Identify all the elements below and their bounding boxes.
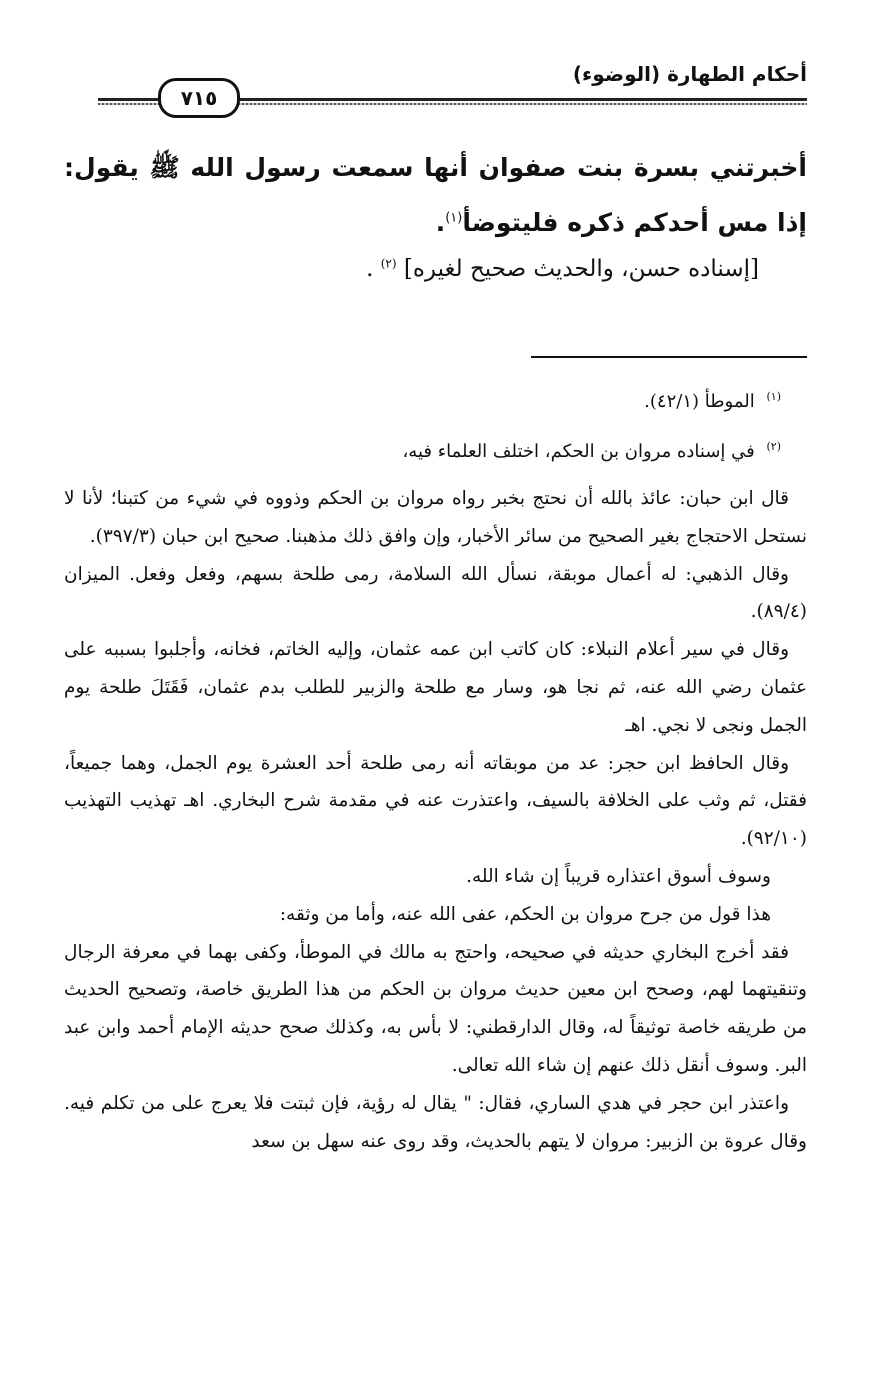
page-number-badge: ٧١٥ xyxy=(158,78,240,118)
footnote-1 xyxy=(644,390,781,412)
footnote-2-text: في إسناده مروان بن الحكم، اختلف العلماء فيه، xyxy=(402,441,755,462)
footnote-2-marker: (٢) xyxy=(766,440,781,453)
note-paragraph: فقد أخرج البخاري حديثه في صحيحه، واحتج به مالك في الموطأ، وكفى بهما في معرفة الرجال وتنقيتهما لهم، وصحح ابن معين حديث مروان بن الحكم من هذا الطريق خاصة، وتصحيح الحديث من طريقه خاصة توثيقاً له، وقال الدارقطني: لا بأس به، وكذلك صحح حديثه الإمام أحمد وابن عبد البر. وسوف أنقل ذلك عنهم إن شاء الله تعالى. xyxy=(64,941,807,1076)
footnote-ref-2: (٢) xyxy=(380,256,397,271)
grading-text: [إسناده حسن، والحديث صحيح لغيره] xyxy=(403,256,759,282)
note-paragraph: وقال الذهبي: له أعمال موبقة، نسأل الله السلامة، رمى طلحة بسهم، وفعل وفعل. الميزان (٨٩/٤). xyxy=(64,563,807,623)
note-paragraph: هذا قول من جرح مروان بن الحكم، عفى الله عنه، وأما من وثقه: xyxy=(279,903,771,925)
footnote-1-marker: (١) xyxy=(766,390,781,403)
note-paragraph: وسوف أسوق اعتذاره قريباً إن شاء الله. xyxy=(466,865,771,887)
note-paragraph: قال ابن حبان: عائذ بالله أن نحتج بخبر رواه مروان بن الحكم وذووه في شيء من كتبنا؛ لأنا لا نستحل الاحتجاج بغير الصحيح من سائر الأخبار، وإن وافق ذلك مذهبنا. صحيح ابن حبان (٣٩٧/٣). xyxy=(64,488,807,547)
note-paragraph: وقال الحافظ ابن حجر: عد من موبقاته أنه رمى طلحة أحد العشرة يوم الجمل، وهما جميعاً، فقتل، ثم وثب على الخلافة بالسيف، واعتذرت عنه في مقدمة شرح البخاري. اهـ تهذيب التهذيب (٩٢/١٠). xyxy=(64,752,807,850)
footnote-1-text: الموطأ (٤٢/١). xyxy=(644,391,755,412)
note-paragraph: وقال في سير أعلام النبلاء: كان كاتب ابن عمه عثمان، وإليه الخاتم، فخانه، وأجلبوا بسببه على عثمان رضي الله عنه، ثم نجا هو، وسار مع طلحة والزبير للطلب بدم عثمان، فَقَتَلَ طلحة يوم الجمل ونجى لا نجي. اهـ xyxy=(64,639,807,736)
running-title: أحكام الطهارة (الوضوء) xyxy=(572,62,807,86)
footnote-separator xyxy=(531,356,807,358)
footnote-2-continuation xyxy=(64,480,807,1160)
hadith-text: أخبرتني بسرة بنت صفوان أنها سمعت رسول الله ﷺ يقول: إذا مس أحدكم ذكره فليتوضأ$^{(١)}$. xyxy=(64,153,807,237)
footnote-2 xyxy=(402,440,781,462)
footnote-ref-1: (١) xyxy=(445,210,463,226)
hadith-body: أخبرتني بسرة بنت صفوان أنها سمعت رسول الله ﷺ يقول: إذا مس أحدكم ذكره فليتوضأ xyxy=(64,153,807,237)
grading-tail: . xyxy=(366,256,374,282)
note-paragraph: واعتذر ابن حجر في هدي الساري، فقال: " يقال له رؤية، فإن ثبتت فلا يعرج على من تكلم فيه. وقال عروة بن الزبير: مروان لا يتهم بالحديث، وقد روى عنه سهل بن سعد xyxy=(64,1092,807,1152)
hadith-grading xyxy=(366,244,759,294)
